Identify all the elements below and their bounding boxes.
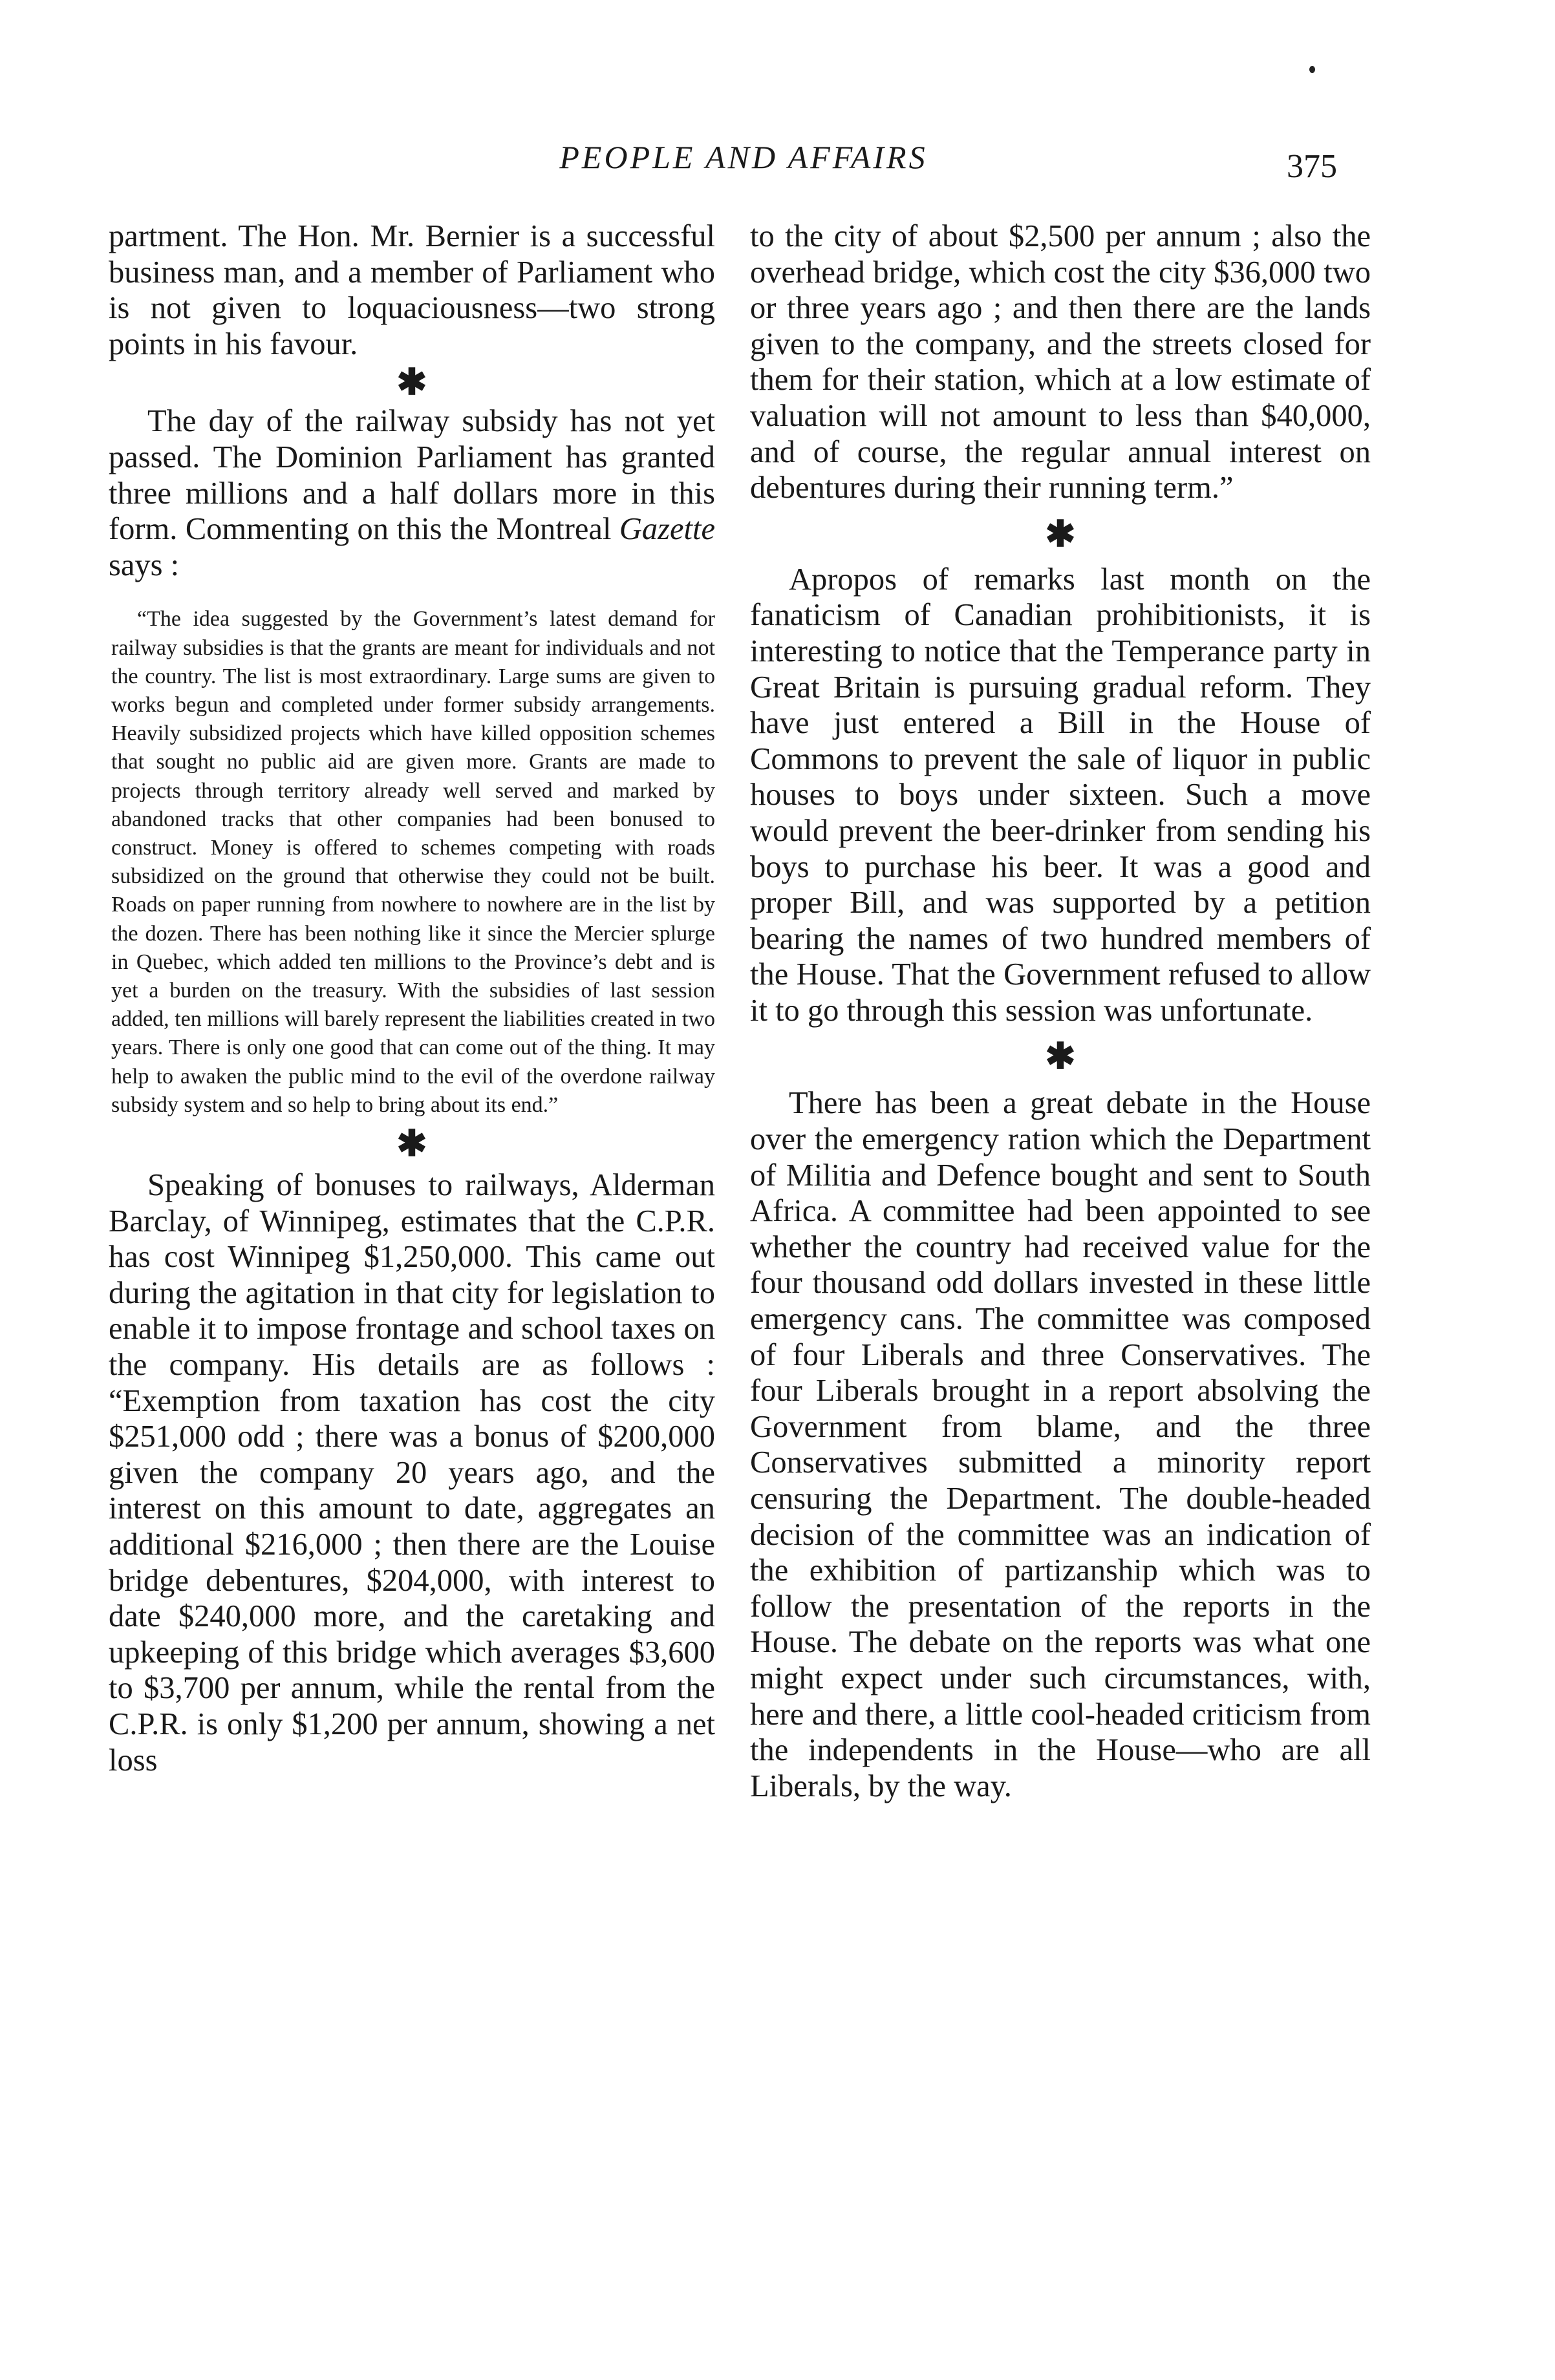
running-title: PEOPLE AND AFFAIRS: [559, 139, 928, 175]
newspaper-name: Gazette: [619, 512, 715, 547]
ink-speck: [1309, 66, 1315, 73]
page-number: 375: [1287, 148, 1337, 185]
section-ornament-icon: ✱: [396, 1124, 427, 1164]
left-paragraph-1: partment. The Hon. Mr. Bernier is a successful business man, and a member of Parliament who is not given to loquaciousness—two strong points in his favour.: [109, 219, 715, 361]
section-ornament-icon: ✱: [1045, 1037, 1076, 1078]
left-column: [109, 218, 715, 1778]
block-quote: “The idea suggested by the Government’s latest demand for railway subsidies is that the grants are meant for individuals and not the country. The list is most extraordinary. Large sums are given to works begun and completed under former subsidy arrangements. Heavily subsidized projects which have killed opposition schemes that sought no public aid are given more. Grants are made to projects through territory already well served and marked by abandoned tracks that other companies had been bonused to construct. Money is offered to schemes competing with roads subsidized on the ground that otherwise they could not be built. Roads on paper running from nowhere to nowhere are in the list by the dozen. There has been nothing like it since the Mercier splurge in Quebec, which added ten millions to the Province’s debt and is yet a burden on the treasury. With the subsidies of last session added, ten millions will barely represent the liabilities created in two years. There is only one good that can come out of the thing. It may help to awaken the public mind to the evil of the overdone railway subsidy system and so help to bring about its end.”: [111, 607, 715, 1117]
left-paragraph-3: Speaking of bonuses to railways, Alderman Barclay, of Winnipeg, estimates that the C.P.R. has cost Winnipeg $1,250,000. This came out during the agitation in that city for legislation to enable it to impose frontage and school taxes on the company. His details are as follows : “Exemption from taxation has cost the city $251,000 odd ; there was a bonus of $200,000 given the company 20 years ago, and the interest on this amount to date, aggregates an additional $216,000 ; then there are the Louise bridge debentures, $204,000, with interest to date $240,000 more, and the caretaking and upkeeping of this bridge which averages $3,600 to $3,700 per annum, while the rental from the C.P.R. is only $1,200 per annum, showing a net loss: [109, 1168, 715, 1778]
right-paragraph-3: There has been a great debate in the House over the emergency ration which the Department of Militia and Defence bought and sent to South Africa. A committee had been appointed to see whether the country had received value for the four thousand odd dollars invested in these little emergency cans. The committee was composed of four Liberals and three Conservatives. The four Liberals brought in a report absolving the Government from blame, and the three Conservatives submitted a minority report censuring the Department. The double-headed decision of the committee was an indication of the exhibition of partizanship which was to follow the presentation of the reports in the House. The debate on the reports was what one might expect under such circumstances, with, here and there, a little cool-headed criticism from the independents in the House—who are all Liberals, by the way.: [750, 1086, 1371, 1803]
left-paragraph-2: [109, 403, 715, 583]
section-ornament-icon: ✱: [1045, 514, 1076, 555]
left-paragraph-2-end: says :: [109, 547, 180, 582]
right-paragraph-1: to the city of about $2,500 per annum ; also the overhead bridge, which cost the city $36,000 two or three years ago ; and then there are the lands given to the company, and the streets closed for them for their station, which at a low estimate of valuation will not amount to less than $40,000, and of course, the regular annual interest on debentures during their running term.”: [750, 219, 1371, 505]
right-paragraph-2: Apropos of remarks last month on the fanaticism of Canadian prohibitionists, it is interesting to notice that the Temperance party in Great Britain is pursuing gradual reform. They have just entered a Bill in the House of Commons to prevent the sale of liquor in public houses to boys under sixteen. Such a move would prevent the beer-drinker from sending his boys to purchase his beer. It was a good and proper Bill, and was supported by a petition bearing the names of two hundred members of the House. That the Government refused to allow it to go through this session was unfortunate.: [750, 562, 1371, 1028]
left-paragraph-2-text: The day of the railway subsidy has not yet passed. The Dominion Parliament has granted three millions and a half dollars more in this form. Commenting on this the Montreal: [109, 404, 715, 547]
right-column: [750, 218, 1371, 1804]
section-ornament-icon: ✱: [396, 363, 427, 403]
